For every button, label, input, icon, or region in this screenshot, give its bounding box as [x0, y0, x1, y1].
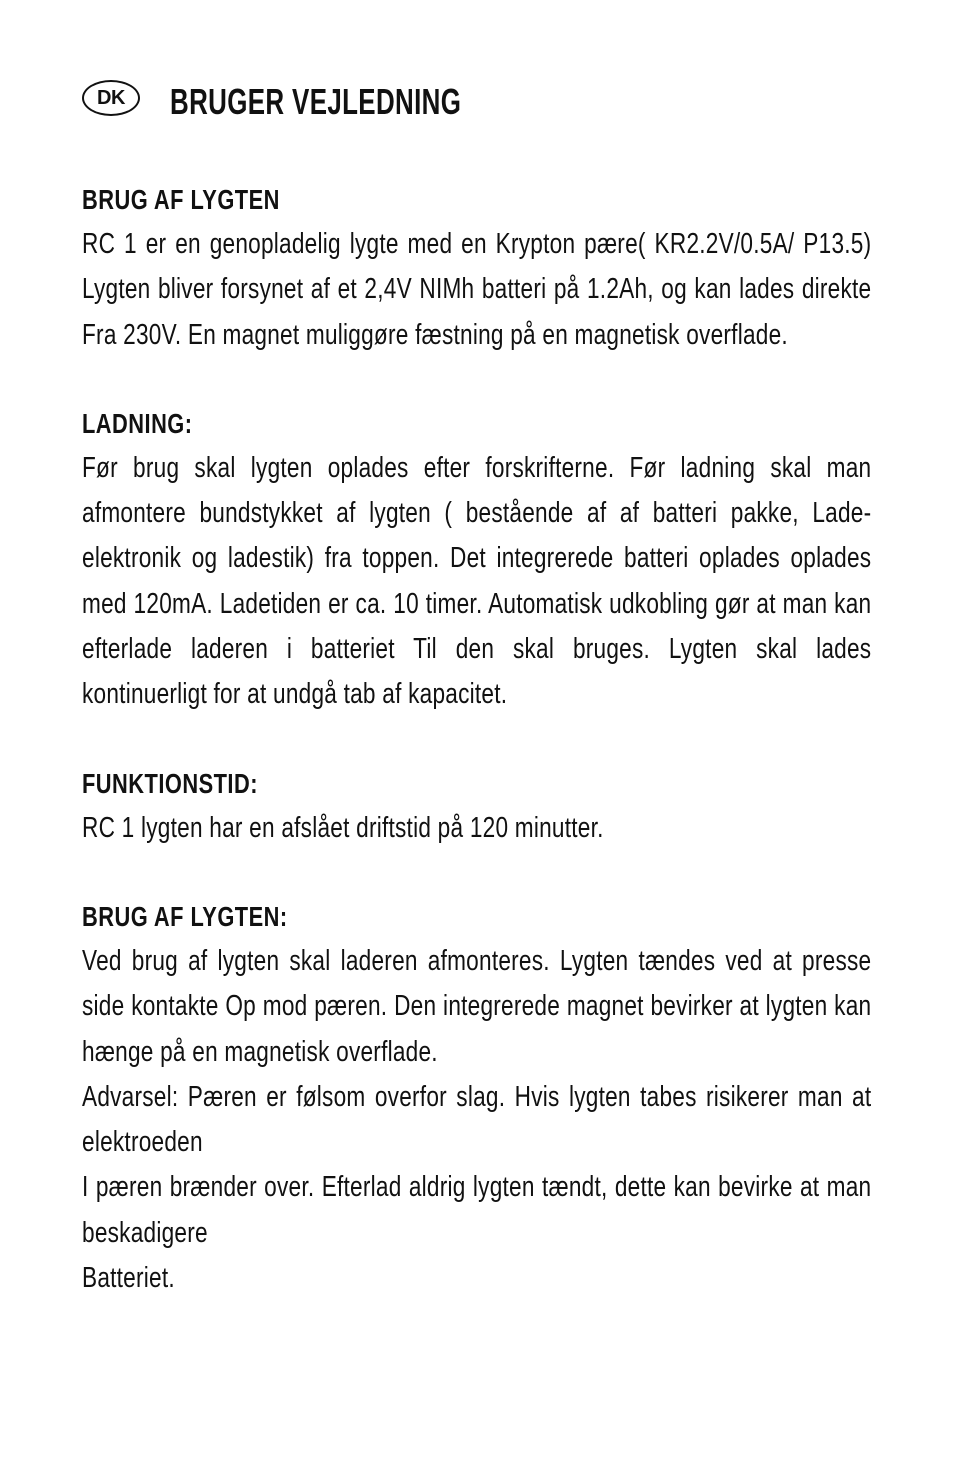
document-title: BRUGER VEJLEDNING [170, 81, 462, 122]
paragraph: RC 1 lygten har en afslået driftstid på 120 minutter. [82, 811, 604, 844]
section-charging [82, 402, 872, 718]
section-body [82, 806, 871, 851]
section-heading: LADNING: [82, 407, 193, 439]
section-using-lamp [82, 895, 872, 1301]
paragraph: I pæren brænder over. Efterlad aldrig lygten tændt, dette kan bevirke at man beskadigere [82, 1171, 872, 1249]
title-row [82, 70, 872, 134]
section-heading: FUNKTIONSTID: [82, 767, 258, 799]
warning-paragraph: Advarsel: Pæren er følsom overfor slag. Hvis lygten tabes risikerer man at elektroeden [82, 1080, 872, 1159]
paragraph: Batteriet. [82, 1262, 175, 1295]
section-usage [82, 178, 872, 358]
section-body [82, 939, 871, 1301]
manual-page [82, 70, 872, 1301]
section-operating-time [82, 762, 872, 851]
paragraph: Før brug skal lygten oplades efter forskrifterne. Før ladning skal man afmontere bundstykket af lygten ( bestående af af batteri pakke, Lade-elektronik og ladestik) fra toppen. Det integrerede batteri oplades oplades med 120mA. Ladetiden er ca. 10 timer. Automatisk udkobling gør at man kan efterlade laderen i batteriet Til den skal bruges. Lygten skal lades kontinuerligt for at undgå tab af kapacitet. [82, 451, 872, 711]
section-heading: BRUG AF LYGTEN [82, 184, 280, 215]
paragraph: RC 1 er en genopladelig lygte med en Krypton pære( KR2.2V/0.5A/ P13.5) Lygten bliver forsynet af et 2,4V NIMh batteri på 1.2Ah, og kan lades direkte Fra 230V. En magnet muliggøre fæstning på en magnetisk overflade. [82, 228, 872, 351]
section-heading: BRUG AF LYGTEN: [82, 900, 288, 932]
section-body [82, 222, 871, 358]
language-badge: DK [82, 80, 140, 116]
paragraph: Ved brug af lygten skal laderen afmonteres. Lygten tændes ved at presse side kontakte Op mod pæren. Den integrerede magnet bevirker at lygten kan hænge på en magnetisk overflade. [82, 944, 872, 1068]
section-body [82, 446, 871, 718]
